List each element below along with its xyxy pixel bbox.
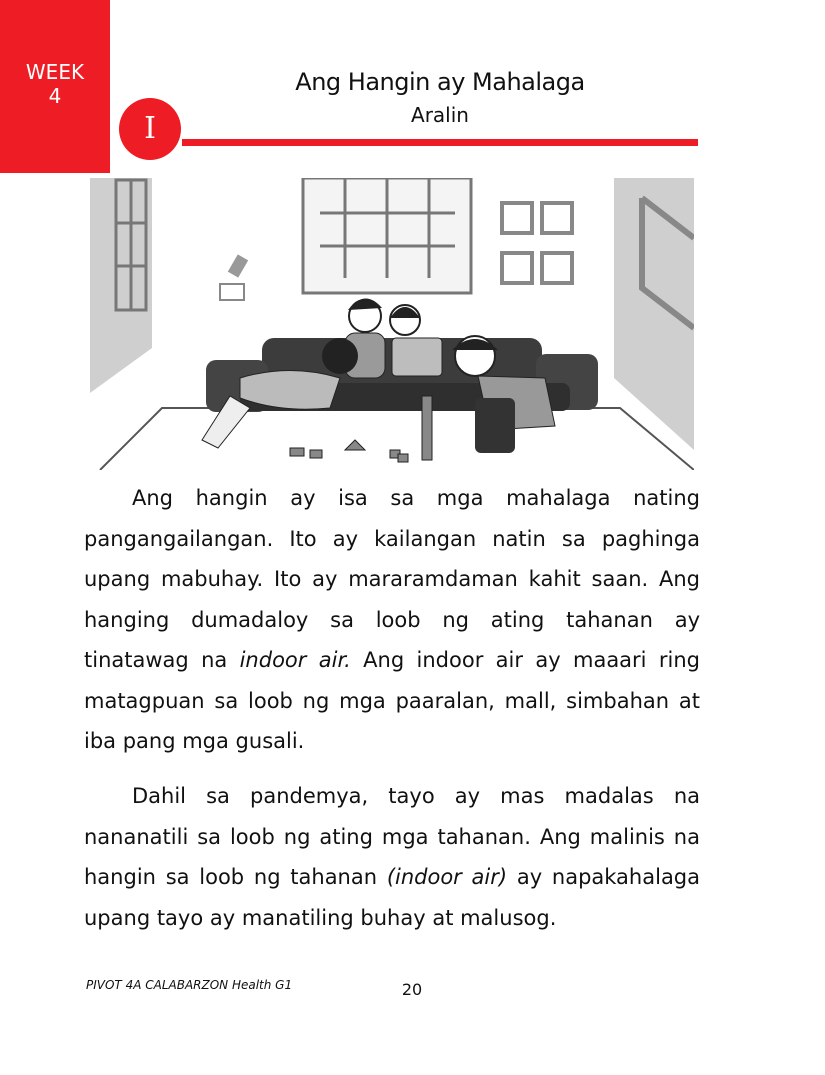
week-number: 4 [48, 84, 62, 108]
page-number: 20 [401, 980, 423, 999]
lesson-subtitle: Aralin [411, 103, 469, 127]
week-label: WEEK [25, 60, 85, 84]
wall-frames [502, 203, 572, 283]
back-window [303, 178, 471, 293]
floor-edge [100, 408, 694, 470]
indoor-air-term: indoor air. [239, 648, 351, 672]
paragraph-2-text-a: Dahil sa pandemya, tayo ay mas madalas na nananatili sa loob ng ating mga tahanan. Ang malinis na hangin sa loob ng tahanan [84, 784, 700, 889]
paragraph-1-text-a: Ang hangin ay isa sa mga mahalaga nating pangangailangan. Ito ay kailangan natin sa paghinga upang mabuhay. Ito ay mararamdaman kahit saan. Ang hanging dumadaloy sa loob ng ating tahanan ay tinatawag na [84, 486, 700, 672]
family-in-living-room-illustration [90, 178, 694, 470]
wall-item [228, 254, 248, 277]
wall-item [220, 284, 244, 300]
paragraph-1 [84, 478, 700, 762]
paragraph-2 [84, 776, 700, 938]
title-underline [182, 139, 698, 146]
lesson-title: Ang Hangin ay Mahalaga [295, 68, 585, 96]
section-badge: I [119, 98, 181, 160]
week-tab [0, 0, 110, 173]
paragraph-1-text-b: Ang indoor air ay maaari ring matagpuan sa loob ng mga paaralan, mall, simbahan at iba pang mga gusali. [84, 648, 700, 753]
footer-source: PIVOT 4A CALABARZON Health G1 [86, 978, 293, 992]
right-wall [614, 178, 694, 450]
paragraph-2-text-b: ay napakahalaga upang tayo ay manatiling buhay at malusog. [84, 865, 701, 930]
indoor-air-term-2: (indoor air) [386, 865, 508, 889]
left-wall [90, 178, 152, 393]
